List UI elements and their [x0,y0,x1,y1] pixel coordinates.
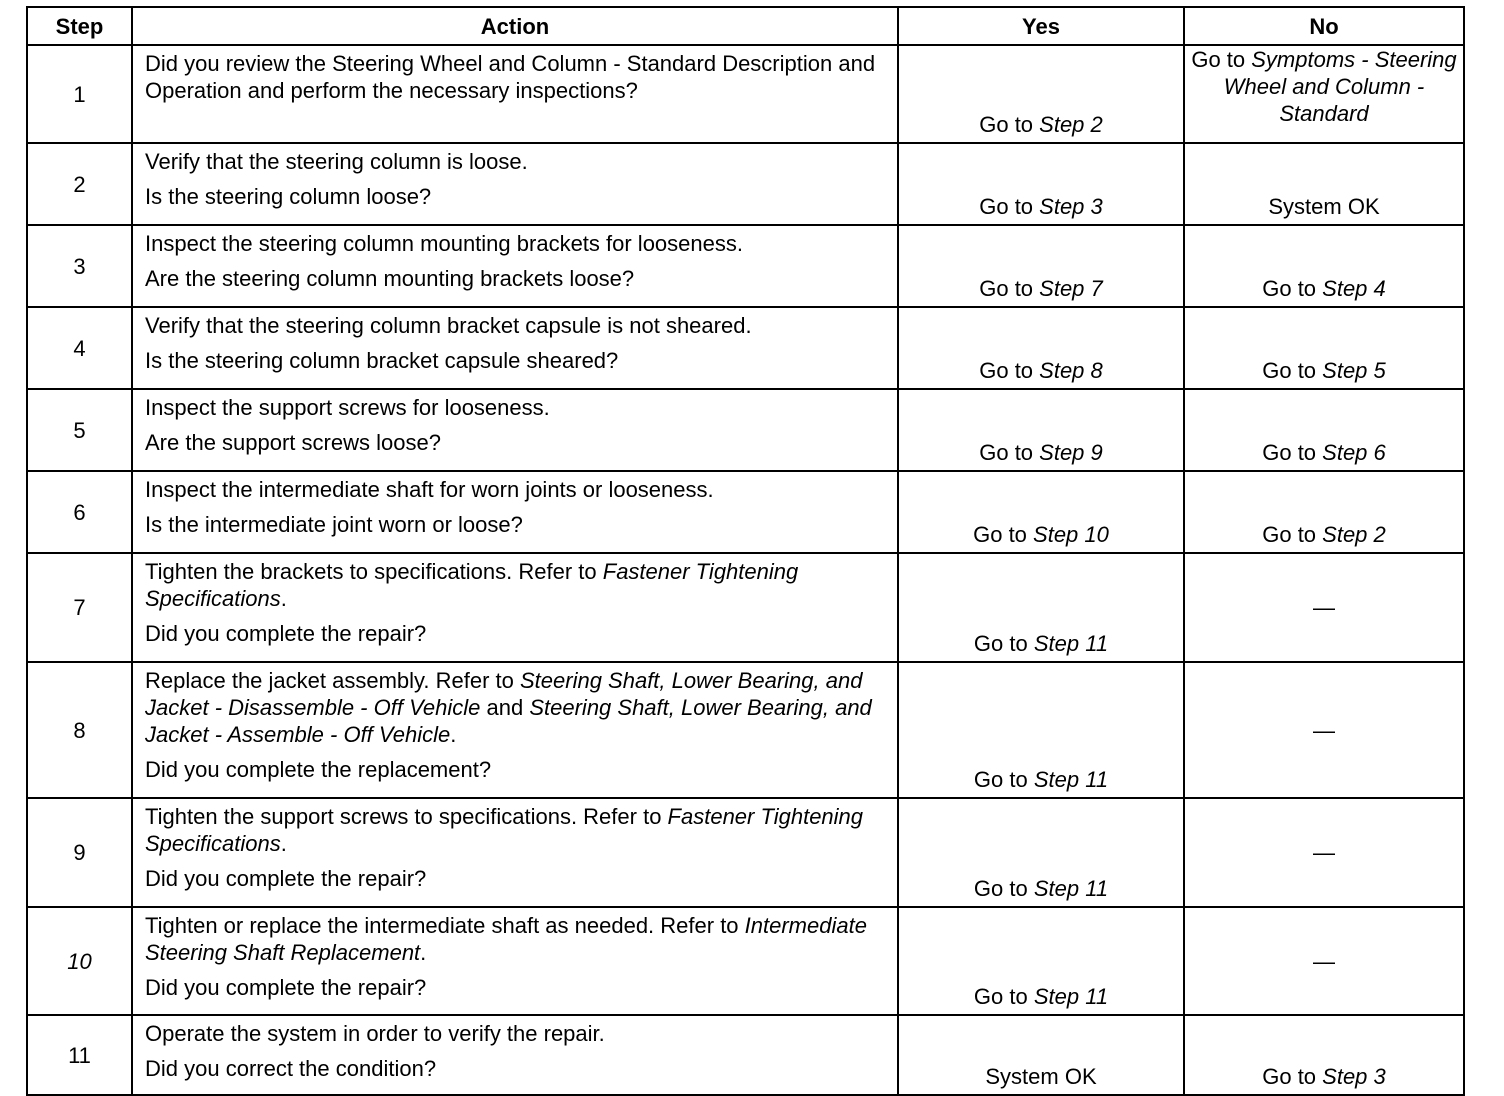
table-row-step-6 [27,471,1464,553]
no-prefix: Go to [1262,522,1323,547]
header-no: No [1184,7,1464,45]
action-question: Are the steering column mounting brackets loose? [145,266,635,291]
action-instruction: Operate the system in order to verify the repair. [145,1021,605,1046]
no-dash: — [1313,840,1335,865]
action-question: Did you correct the condition? [145,1056,437,1081]
yes-prefix: Go to [973,767,1034,792]
yes-cell [898,662,1184,798]
header-yes: Yes [898,7,1184,45]
no-cell [1184,307,1464,389]
yes-step-link[interactable]: Step 3 [1039,194,1103,219]
step-number: 8 [27,662,132,798]
no-prefix: Go to [1191,47,1252,72]
table-row-step-2 [27,143,1464,225]
yes-cell [898,45,1184,143]
table-row-step-3 [27,225,1464,307]
yes-cell [898,907,1184,1015]
no-step-link[interactable]: Step 3 [1322,1064,1386,1089]
action-cell [132,553,898,662]
action-instruction: Verify that the steering column bracket capsule is not sheared. [145,313,752,338]
step-number-italic: 10 [67,948,92,974]
action-instruction [145,558,887,612]
yes-step-link[interactable]: Step 10 [1033,522,1109,547]
action-instruction: Inspect the support screws for looseness. [145,395,550,420]
action-cell [132,225,898,307]
no-prefix: Go to [1262,440,1323,465]
instruction-text: Tighten or replace the intermediate shaft as needed. Refer to [145,913,745,938]
action-cell [132,389,898,471]
action-cell [132,471,898,553]
no-step-link[interactable]: Step 2 [1322,522,1386,547]
step-number: 2 [27,143,132,225]
table-row-step-10 [27,907,1464,1015]
step-number: 3 [27,225,132,307]
no-dash: — [1313,948,1335,974]
yes-cell [898,389,1184,471]
action-question: Did you review the Steering Wheel and Column - Standard Description and Operation and perform the necessary inspections? [145,51,876,103]
no-cell [1184,907,1464,1015]
instruction-text: Tighten the support screws to specifications. Refer to [145,804,668,829]
table-row-step-5 [27,389,1464,471]
header-row [27,7,1464,45]
diagnostic-table [26,6,1465,1096]
yes-result: System OK [985,1064,1097,1089]
yes-cell [898,143,1184,225]
no-dash: — [1313,595,1335,620]
header-action: Action [132,7,898,45]
yes-prefix: Go to [973,984,1034,1009]
action-cell [132,307,898,389]
action-instruction: Inspect the steering column mounting brackets for looseness. [145,231,743,256]
instruction-text: Tighten the brackets to specifications. Refer to [145,559,603,584]
yes-cell [898,553,1184,662]
no-cell [1184,143,1464,225]
no-step-link[interactable]: Step 4 [1322,276,1386,301]
action-cell [132,143,898,225]
no-cell [1184,798,1464,907]
action-cell [132,798,898,907]
instruction-mid: and [480,695,530,720]
table-row-step-9 [27,798,1464,907]
yes-step-link[interactable]: Step 11 [1033,631,1109,656]
fastener-spec-link[interactable]: Fastener Tightening Specifications [145,559,799,611]
no-result: System OK [1268,194,1380,219]
table-row-step-7 [27,553,1464,662]
yes-step-link[interactable]: Step 11 [1033,876,1109,901]
action-question: Is the steering column loose? [145,184,432,209]
no-step-link[interactable]: Step 5 [1322,358,1386,383]
yes-prefix: Go to [979,440,1040,465]
yes-cell [898,1015,1184,1095]
action-question: Did you complete the repair? [145,866,427,891]
table-row-step-1 [27,45,1464,143]
step-number: 6 [27,471,132,553]
no-cell [1184,662,1464,798]
action-cell [132,45,898,143]
yes-step-link[interactable]: Step 11 [1033,767,1109,792]
action-cell [132,907,898,1015]
action-cell [132,1015,898,1095]
no-cell [1184,471,1464,553]
no-symptoms-link[interactable]: Symptoms - Steering Wheel and Column - Standard [1223,47,1457,126]
disassemble-procedure-link[interactable]: Steering Shaft, Lower Bearing, and Jacket - Disassemble - Off Vehicle [145,668,863,720]
action-question: Did you complete the repair? [145,975,427,1000]
instruction-suffix: . [420,940,427,965]
no-cell [1184,553,1464,662]
instruction-text: Replace the jacket assembly. Refer to [145,668,520,693]
yes-step-link[interactable]: Step 7 [1039,276,1103,301]
yes-cell [898,225,1184,307]
yes-prefix: Go to [979,194,1040,219]
assemble-procedure-link[interactable]: Steering Shaft, Lower Bearing, and Jacket - Assemble - Off Vehicle [145,695,872,747]
yes-prefix: Go to [973,631,1034,656]
table-row-step-11 [27,1015,1464,1095]
no-cell [1184,389,1464,471]
action-instruction [145,803,887,857]
step-number: 5 [27,389,132,471]
yes-cell [898,471,1184,553]
no-prefix: Go to [1262,276,1323,301]
yes-step-link[interactable]: Step 11 [1033,984,1109,1009]
yes-prefix: Go to [973,876,1034,901]
action-question: Are the support screws loose? [145,430,441,455]
instruction-suffix: . [280,831,287,856]
yes-step-link[interactable]: Step 9 [1039,440,1103,465]
action-question: Did you complete the repair? [145,621,427,646]
instruction-suffix: . [450,722,457,747]
yes-prefix: Go to [979,358,1040,383]
step-number: 11 [27,1015,132,1095]
step-number [27,907,132,1015]
step-number: 7 [27,553,132,662]
yes-cell [898,307,1184,389]
step-number: 1 [27,45,132,143]
action-instruction: Inspect the intermediate shaft for worn joints or looseness. [145,477,714,502]
fastener-spec-link[interactable]: Fastener Tightening Specifications [145,804,864,856]
table-row-step-8 [27,662,1464,798]
action-question: Did you complete the replacement? [145,757,492,782]
action-instruction: Verify that the steering column is loose. [145,149,528,174]
no-step-link[interactable]: Step 6 [1322,440,1386,465]
step-number: 4 [27,307,132,389]
table-row-step-4 [27,307,1464,389]
no-prefix: Go to [1262,1064,1323,1089]
action-cell [132,662,898,798]
no-prefix: Go to [1262,358,1323,383]
no-cell [1184,225,1464,307]
no-cell [1184,1015,1464,1095]
action-question: Is the steering column bracket capsule sheared? [145,348,619,373]
yes-step-link[interactable]: Step 2 [1039,112,1103,137]
yes-cell [898,798,1184,907]
action-question: Is the intermediate joint worn or loose? [145,512,523,537]
instruction-suffix: . [280,586,287,611]
yes-prefix: Go to [979,112,1040,137]
yes-prefix: Go to [979,276,1040,301]
action-instruction [145,912,887,966]
action-instruction [145,667,887,748]
yes-prefix: Go to [973,522,1034,547]
no-cell [1184,45,1464,143]
yes-step-link[interactable]: Step 8 [1039,358,1103,383]
header-step: Step [27,7,132,45]
no-dash: — [1313,717,1335,743]
step-number: 9 [27,798,132,907]
shaft-replacement-link[interactable]: Intermediate Steering Shaft Replacement [145,913,867,965]
